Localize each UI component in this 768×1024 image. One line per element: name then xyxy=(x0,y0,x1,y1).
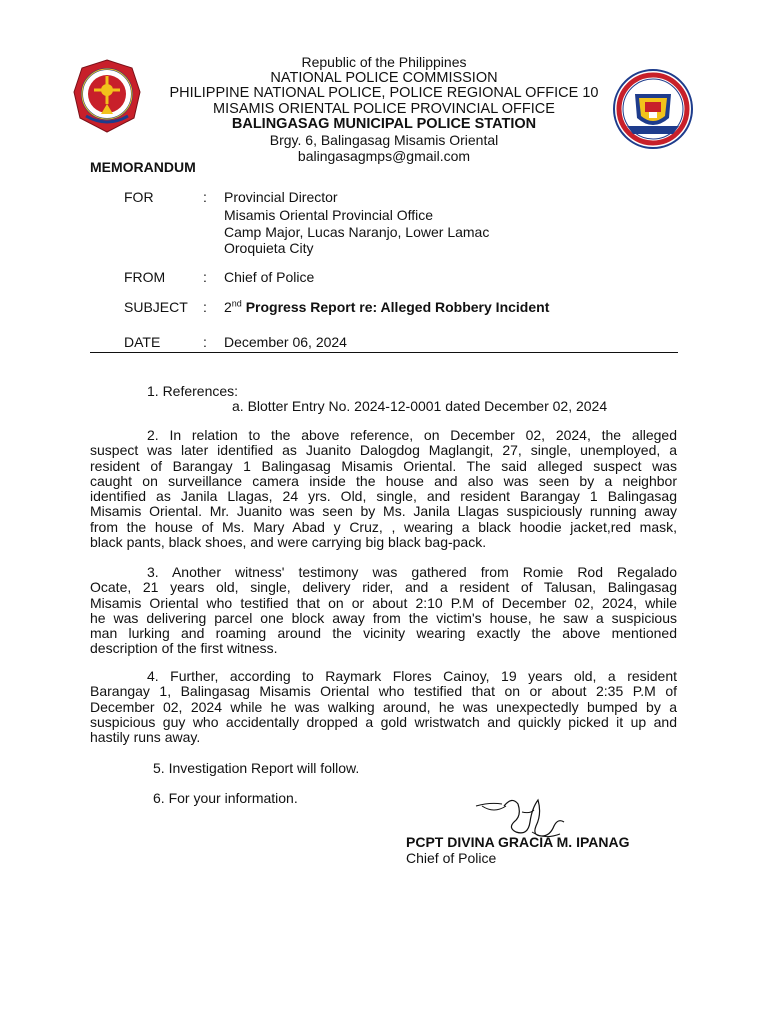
item-investigation: 5. Investigation Report will follow. xyxy=(153,760,360,776)
item-information: 6. For your information. xyxy=(153,790,298,806)
paragraph-line: December 02, 2024 while he was walking around, he was unexpectedly bumped by a xyxy=(90,698,677,715)
paragraph-line: caught on surveillance camera inside the house and also was seen by a neighbor xyxy=(90,472,677,489)
municipal-seal-icon xyxy=(605,68,701,150)
paragraph-line: from the house of Ms. Mary Abad y Cruz, , wearing a black hoodie jacket,red mask, xyxy=(90,518,677,535)
paragraph-2 xyxy=(90,428,677,550)
paragraph-line: man lurking and roaming around the vicinity wearing exactly the above mentioned xyxy=(90,625,677,642)
letterhead-line-address: Brgy. 6, Balingasag Misamis Oriental xyxy=(269,131,499,148)
paragraph-line: 3. Another witness' testimony was gathered from Romie Rod Regalado xyxy=(147,564,677,580)
date-colon: : xyxy=(203,334,207,350)
paragraph-line: he was delivering parcel one block away from the victim's house, he saw a suspicious xyxy=(90,609,677,626)
subject-text: Progress Report re: Alleged Robbery Incident xyxy=(241,299,550,315)
paragraph-line: 2. In relation to the above reference, on December 02, 2024, the alleged xyxy=(147,427,677,443)
letterhead-line-email: balingasagmps@gmail.com xyxy=(297,147,471,164)
date-value: December 06, 2024 xyxy=(224,334,347,350)
header-divider xyxy=(90,352,678,353)
item-references: 1. References: xyxy=(147,383,239,399)
letterhead-line-pnp-region: PHILIPPINE NATIONAL POLICE, POLICE REGIONAL OFFICE 10 xyxy=(169,85,599,102)
recipient-line: Oroquieta City xyxy=(224,239,314,256)
paragraph-4 xyxy=(90,669,677,745)
recipient-line: Provincial Director xyxy=(224,189,338,205)
paragraph-line: Misamis Oriental who testified that on or about 2:10 P.M of December 02, 2024, while xyxy=(90,594,677,611)
paragraph-line: suspicious guy who accidentally dropped a gold wristwatch and quickly picked it up and xyxy=(90,713,677,730)
subject-colon: : xyxy=(203,299,207,315)
for-recipient xyxy=(224,189,489,257)
subject-value xyxy=(224,299,549,317)
letterhead-line-station: BALINGASAG MUNICIPAL POLICE STATION xyxy=(231,116,537,133)
signatory-title: Chief of Police xyxy=(406,850,497,866)
paragraph-3 xyxy=(90,565,677,657)
paragraph-line: black pants, black shoes, and were carrying big black bag-pack. xyxy=(90,534,487,551)
recipient-line: Misamis Oriental Provincial Office xyxy=(224,206,434,223)
from-colon: : xyxy=(203,269,207,285)
from-label: FROM xyxy=(124,269,166,285)
paragraph-line: 4. Further, according to Raymark Flores Cainoy, 19 years old, a resident xyxy=(147,668,677,684)
for-colon: : xyxy=(203,189,207,205)
letterhead-line-napolcom: NATIONAL POLICE COMMISSION xyxy=(270,69,498,86)
paragraph-line: description of the first witness. xyxy=(90,640,278,657)
paragraph-line: resident of Barangay 1 Balingasag Misamis Oriental. The said alleged suspect was xyxy=(90,457,677,474)
for-label: FOR xyxy=(124,189,154,205)
date-label: DATE xyxy=(124,334,161,350)
letterhead-line-provincial-office: MISAMIS ORIENTAL POLICE PROVINCIAL OFFICE xyxy=(213,100,555,117)
paragraph-line: Misamis Oriental. Mr. Juanito was seen by Ms. Janila Llagas suspiciously running away xyxy=(90,503,677,520)
letterhead-line-republic: Republic of the Philippines xyxy=(301,54,467,70)
pnp-seal-icon xyxy=(70,58,144,134)
from-value: Chief of Police xyxy=(224,269,315,285)
paragraph-line: identified as Janila Llagas, 24 yrs. Old, single, and resident Barangay 1 Balingasag xyxy=(90,488,677,505)
item-references-a: a. Blotter Entry No. 2024-12-0001 dated December 02, 2024 xyxy=(232,398,608,414)
subject-label: SUBJECT xyxy=(124,299,188,315)
recipient-line: Camp Major, Lucas Naranjo, Lower Lamac xyxy=(224,224,490,240)
memorandum-title: MEMORANDUM xyxy=(90,159,196,175)
subject-ordinal: 2 xyxy=(224,299,232,315)
paragraph-line: Ocate, 21 years old, single, delivery rider, and a resident of Talusan, Balingasag xyxy=(90,579,677,596)
letterhead xyxy=(150,55,618,164)
subject-ordinal-suffix: nd xyxy=(231,298,242,309)
paragraph-line: hastily runs away. xyxy=(90,729,201,746)
signatory-name: PCPT DIVINA GRACIA M. IPANAG xyxy=(406,834,630,850)
paragraph-line: suspect was later identified as Juanito Dalogdog Maglangit, 27, single, unemployed, a xyxy=(90,442,677,459)
paragraph-line: Barangay 1, Balingasag Misamis Oriental who testified that on or about 2:35 P.M of xyxy=(90,683,677,700)
